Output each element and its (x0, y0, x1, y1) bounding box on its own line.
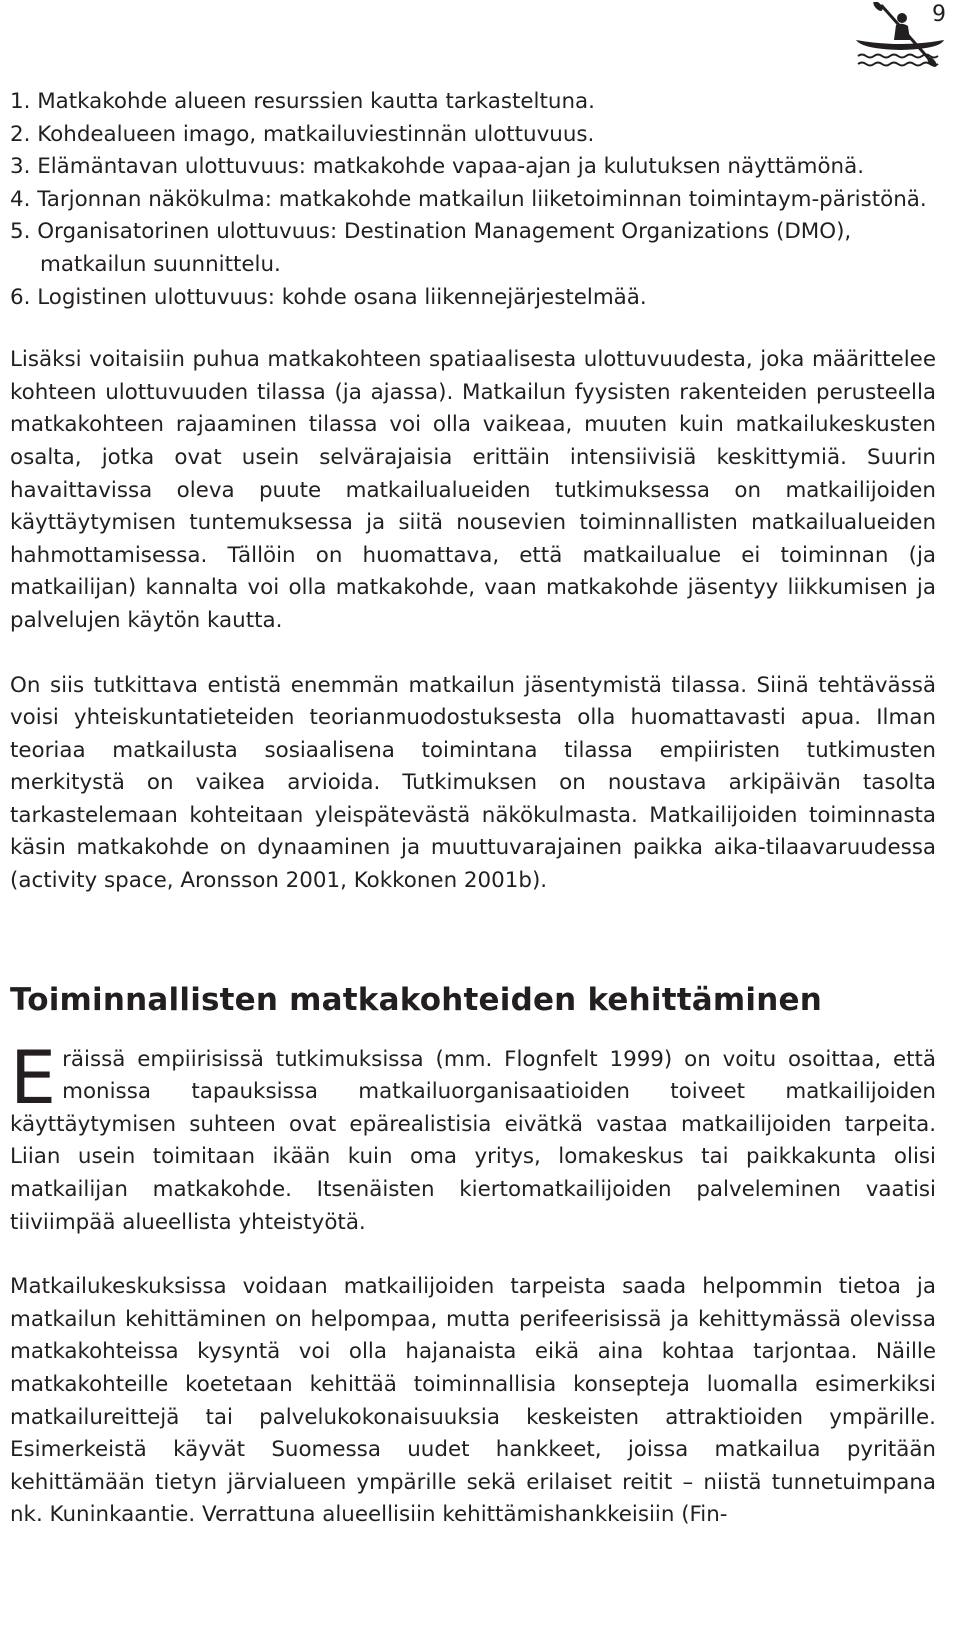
paragraph: Lisäksi voitaisiin puhua matkakohteen spatiaalisesta ulottuvuudesta, joka määrittelee kohteen ulottuvuuden tilassa (ja ajassa). Matkailun fyysisten rakenteiden perusteella matkakohteen rajaaminen tilassa voi olla vaikeaa, muuten kuin matkailukeskusten osalta, jotka ovat usein selvärajaisia erittäin intensiivisiä keskittymiä. Suurin havaittavissa oleva puute matkailualueiden tutkimuksessa on matkailijoiden käyttäytymisen tuntemuksessa ja siitä nousevien toiminnallisten matkailualueiden hahmottamisessa. Tällöin on huomattava, että matkailualue ei toiminnan (ja matkailijan) kannalta voi olla matkakohde, vaan matkakohde jäsentyy liikkumisen ja palvelujen käytön kautta. (10, 347, 936, 633)
list-item: 6. Logistinen ulottuvuus: kohde osana liikennejärjestelmää. (10, 284, 647, 310)
page-body (10, 86, 936, 1532)
list-item: 3. Elämäntavan ulottuvuus: matkakohde vapaa-ajan ja kulutuksen näyttämönä. (10, 154, 865, 180)
page-number: 9 (932, 2, 946, 27)
dropcap-paragraph (10, 1035, 936, 1240)
list-item: 1. Matkakohde alueen resurssien kautta tarkasteltuna. (10, 89, 595, 114)
list-item: 4. Tarjonnan näkökulma: matkakohde matkailun liiketoiminnan toimintaym-päristönä. (10, 186, 927, 212)
dimension-list (10, 86, 936, 314)
paragraph: On siis tutkittava entistä enemmän matkailun jäsentymistä tilassa. Siinä tehtävässä voisi yhteiskuntatieteiden teorianmuodostuksesta olla huomattavasti apua. Ilman teoriaa matkailusta sosiaalisena toimintana tilassa empiiristen tutkimusten merkitystä on vaikea arvioida. Tutkimuksen on noustava arkipäivän tasolta tarkastelemaan kohteitaan yleispätevästä näkökulmasta. Matkailijoiden toiminnasta käsin matkakohde on dynaaminen ja muuttuvarajainen paikka aika-tilaavaruudessa (activity space, Aronsson 2001, Kokkonen 2001b). (10, 672, 936, 894)
section-heading: Toiminnallisten matkakohteiden kehittäminen (10, 981, 822, 1018)
paragraph: Matkailukeskuksissa voidaan matkailijoiden tarpeista saada helpommin tietoa ja matkailun kehittäminen on helpompaa, mutta perifeerisissä ja kehittymässä olevissa matkakohteissa kysyntä voi olla hajanaista eikä aina kohtaa tarjontaa. Näille matkakohteille koetetaan kehittää toiminnallisia konsepteja luomalla esimerkiksi matkailureittejä tai palvelukokonaisuuksia keskeisten attraktioiden ympärille. Esimerkeistä käyvät Suomessa uudet hankkeet, joissa matkailua pyritään kehittämään tietyn järvialueen ympärille sekä erilaiset reitit – niistä tunnetuimpana nk. Kuninkaantie. Verrattuna alueellisiin kehittämishankkeisiin (Fin- (10, 1274, 936, 1528)
dropcap-letter: E (10, 1035, 57, 1121)
list-item: 5. Organisatorinen ulottuvuus: Destination Management Organizations (DMO), matkailun suunnittelu. (10, 219, 852, 277)
paragraph-text: räissä empiirisissä tutkimuksissa (mm. Flognfelt 1999) on voitu osoittaa, että monissa tapauksissa matkailuorganisaatioiden toiveet matkailijoiden käyttäytymisen suhteen ovat epärealistisia eivätkä vastaa matkailijoiden tarpeita. Liian usein toimitaan ikään kuin oma yritys, lomakeskus tai paikkakunta olisi matkailijan matkakohde. Itsenäisten kiertomatkailijoiden palveleminen vaatisi tiiviimpää alueellista yhteistyötä. (10, 1046, 936, 1235)
list-item: 2. Kohdealueen imago, matkailuviestinnän ulottuvuus. (10, 121, 595, 147)
